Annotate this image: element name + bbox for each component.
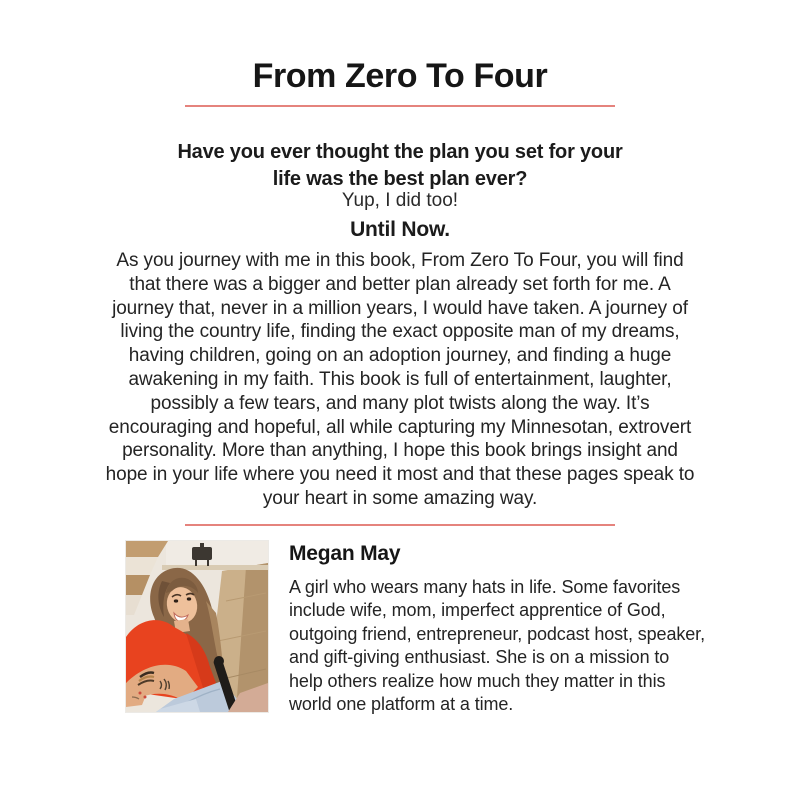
intro-question: Have you ever thought the plan you set for your life was the best plan ever? <box>177 141 623 190</box>
intro-until-now: Until Now. <box>350 218 450 241</box>
author-bio: A girl who wears many hats in life. Some favorites include wife, mom, imperfect apprentice of God, outgoing friend, entrepreneur, podcast host, speaker, and gift-giving enthusiast. She is on a mission to help others realize how much they matter in this world one platform at a time. <box>289 577 705 715</box>
author-text-block <box>289 541 705 716</box>
divider-bottom <box>185 524 615 526</box>
divider-top <box>185 105 615 107</box>
author-name: Megan May <box>289 542 401 565</box>
intro-answer: Yup, I did too! <box>341 190 459 211</box>
author-photo-illustration <box>126 541 268 712</box>
author-photo <box>126 541 268 712</box>
book-description: As you journey with me in this book, From Zero To Four, you will find that there was a bigger and better plan already set forth for me. A journey that, never in a million years, I would have taken. A journey of living the country life, finding the exact opposite man of my dreams, having children, going on an adoption journey, and finding a huge awakening in my faith. This book is full of entertainment, laughter, possibly a few tears, and many plot twists along the way. It’s encouraging and hopeful, all while capturing my Minnesotan, extrovert personality. More than anything, I hope this book brings insight and hope in your life where you need it most and that these pages speak to your heart in some amazing way. <box>105 250 695 509</box>
page-title: From Zero To Four <box>252 57 548 95</box>
